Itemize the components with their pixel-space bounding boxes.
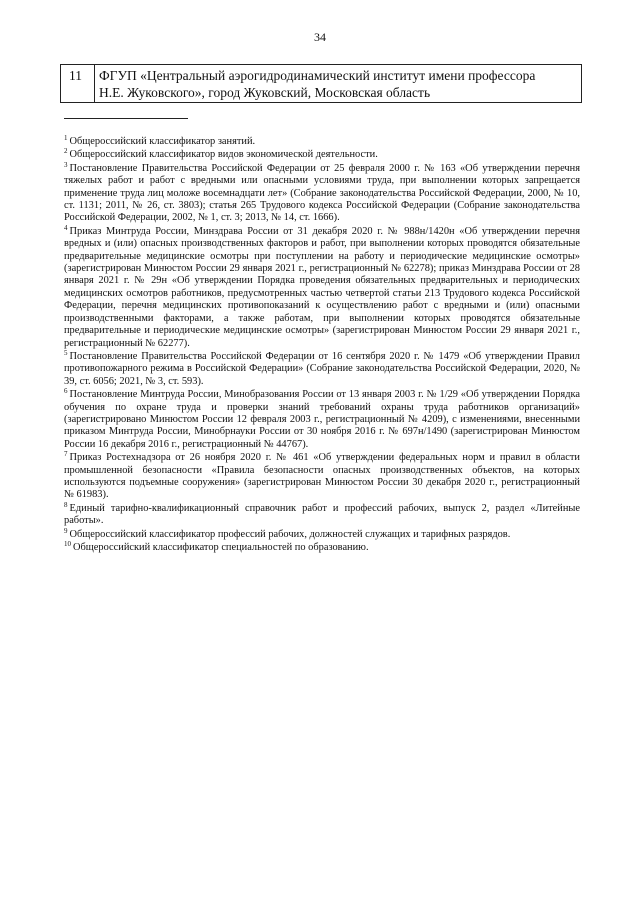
footnote-4: [64, 223, 580, 350]
footnote-1: [64, 136, 580, 148]
footnote-8: [64, 500, 580, 528]
footnote-6: [64, 389, 580, 451]
footnote-marker: 2: [64, 147, 68, 156]
footnotes-section: [64, 136, 580, 555]
row-number-cell: 11: [61, 65, 95, 103]
footnote-7: [64, 452, 580, 502]
footnote-text: Постановление Правительства Российской Федерации от 16 сентября 2020 г. № 1479 «Об утверждении Правил противопожарного режима в Российской Федерации» (Собрание законодательства Российской Федерации, 2020, № 39, ст. 6056; 2021, № 3, ст. 593).: [64, 350, 580, 387]
footnote-marker: 7: [64, 450, 68, 459]
footnote-text: Приказ Ростехнадзора от 26 ноября 2020 г. № 461 «Об утверждении федеральных норм и правил в области промышленной безопасности «Правила безопасности опасных производственных объектов, на которых используются подъемные сооружения» (зарегистрирован Минюстом России 30 декабря 2020 г., регистрационный № 61983).: [64, 452, 580, 501]
organization-name-cell: [95, 65, 582, 103]
footnote-marker: 3: [64, 160, 68, 169]
footnote-marker: 9: [64, 526, 68, 535]
page-number: 34: [314, 30, 326, 44]
footnote-9: [64, 526, 580, 541]
footnote-text: Постановление Минтруда России, Минобразования России от 13 января 2003 г. № 1/29 «Об утверждении Порядка обучения по охране труда и проверки знаний требований охраны труда работников организаций» (зарегистрировано Минюстом России 12 февраля 2003 г., регистрационный № 4209), с изменениями, внесенными приказом Минтруда России, Минобрнауки России от 30 ноября 2016 г. № 697н/1490 (зарегистрирован Минюстом России 16 декабря 2016 г., регистрационный № 44767).: [64, 389, 580, 450]
footnote-marker: 4: [64, 223, 68, 232]
organization-name-line-1: ФГУП «Центральный аэрогидродинамический институт имени профессора: [99, 68, 536, 83]
footnote-text: Единый тарифно-квалификационный справочник работ и профессий рабочих, выпуск 2, раздел «Литейные работы».: [64, 502, 580, 527]
footnote-10: [64, 542, 580, 554]
footnote-text: Общероссийский классификатор специальностей по образованию.: [73, 542, 369, 553]
organization-table: [60, 64, 582, 103]
footnote-2: [64, 149, 580, 161]
footnote-marker: 5: [64, 348, 68, 357]
footnote-separator: [64, 118, 188, 119]
footnote-marker: 1: [64, 134, 68, 142]
footnote-3: [64, 160, 580, 225]
footnote-5: [64, 348, 580, 388]
organization-name-line-2: Н.Е. Жуковского», город Жуковский, Московская область: [99, 85, 431, 100]
footnote-text: Постановление Правительства Российской Федерации от 25 февраля 2000 г. № 163 «Об утверждении перечня тяжелых работ и работ с вредными или опасными условиями труда, при выполнении которых запрещается применение труда лиц моложе восемнадцати лет» (Собрание законодательства Российской Федерации, 2000, № 10, ст. 1131; 2011, № 26, ст. 3803); статья 265 Трудового кодекса Российской Федерации (Собрание законодательства Российской Федерации, 2002, № 1, ст. 3; 2013, № 14, ст. 1666).: [64, 162, 580, 224]
footnote-text: Общероссийский классификатор видов экономической деятельности.: [69, 149, 378, 161]
footnote-text: Общероссийский классификатор профессий рабочих, должностей служащих и тарифных разрядов.: [69, 528, 511, 540]
footnote-marker: 8: [64, 500, 68, 509]
table-row: [61, 65, 582, 103]
footnote-text: Приказ Минтруда России, Минздрава России от 31 декабря 2020 г. № 988н/1420н «Об утверждении перечня вредных и (или) опасных производственных факторов и работ, при выполнении которых проводятся обязательные предварительные медицинские осмотры при поступлении на работу и периодические медицинские осмотры» (зарегистрирован Минюстом России 29 января 2021 г., регистрационный № 62278); приказ Минздрава России от 28 января 2021 г. № 29н «Об утверждении Порядка проведения обязательных предварительных и периодических медицинских осмотров работников, предусмотренных частью четвертой статьи 213 Трудового кодекса Российской Федерации, перечня медицинских противопоказаний к осуществлению работ с вредными и (или) опасными производственными факторами, а также работам, при выполнении которых проводятся обязательные предварительные и периодические медицинские осмотры» (зарегистрирован Минюстом России 29 января 2021 г., регистрационный № 62277).: [64, 225, 580, 349]
footnote-marker: 10: [64, 540, 71, 548]
footnote-marker: 6: [64, 387, 68, 396]
footnote-text: Общероссийский классификатор занятий.: [69, 136, 256, 147]
